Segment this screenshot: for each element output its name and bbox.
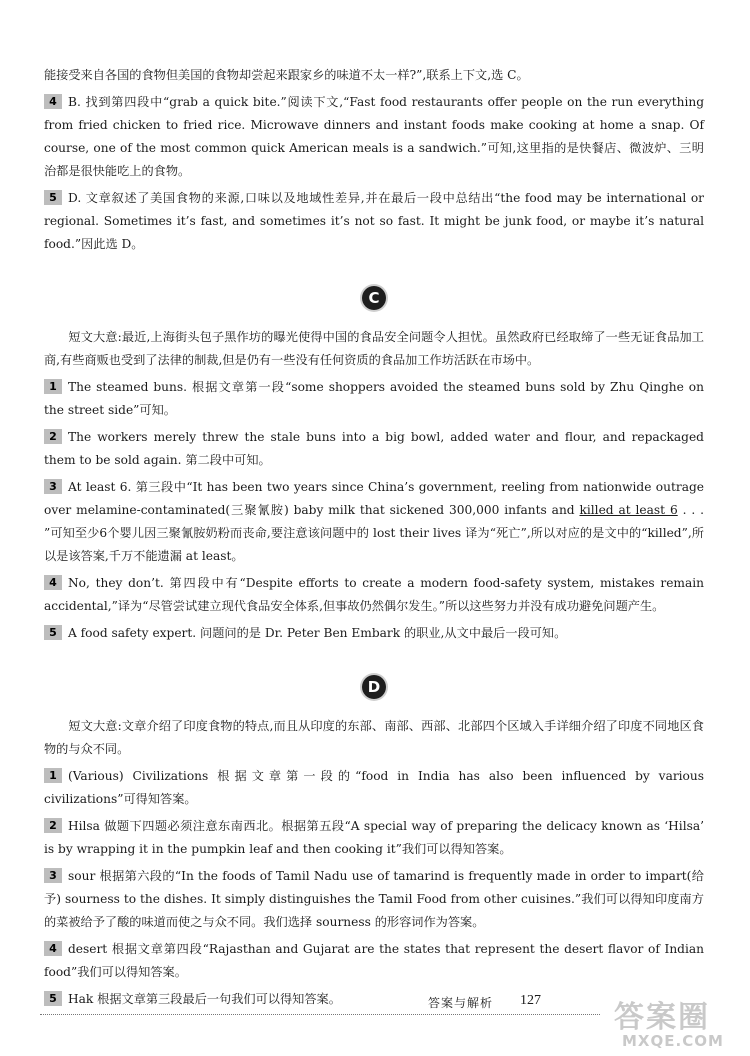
section-c-item-4 bbox=[44, 572, 704, 618]
answer-text: D. 文章叙述了美国食物的来源,口味以及地域性差异,并在最后一段中总结出“the food may be international or regional. Sometimes it’s fast, and sometimes it’s not so fast. It might be junk food, or maybe it’s natural food.”因此选 D。 bbox=[44, 191, 704, 251]
question-number-badge: 1 bbox=[44, 768, 62, 783]
watermark-sub-text: MXQE.COM bbox=[622, 1032, 724, 1050]
question-number-badge: 5 bbox=[44, 991, 62, 1006]
section-d-marker: D bbox=[362, 675, 386, 699]
answer-text: Hak 根据文章第三段最后一句我们可以得知答案。 bbox=[68, 992, 341, 1006]
section-c-item-1 bbox=[44, 376, 704, 422]
footer-divider bbox=[40, 1014, 600, 1015]
section-d-summary: 短文大意:文章介绍了印度食物的特点,而且从印度的东部、南部、西部、北部四个区域入手详细介绍了印度不同地区食物的与众不同。 bbox=[44, 719, 704, 756]
answer-page bbox=[44, 64, 704, 1015]
section-c-item-2 bbox=[44, 426, 704, 472]
question-number-badge: 3 bbox=[44, 479, 62, 494]
answer-text: At least 6. 第三段中“It has been two years since China’s government, reeling from nationwide outrage over melamine-contaminated(三聚氰胺) baby milk that sickened 300,000 infants and bbox=[44, 480, 704, 517]
underlined-phrase: killed at least 6 bbox=[579, 503, 678, 517]
answer-text: The steamed buns. 根据文章第一段“some shoppers avoided the steamed buns sold by Zhu Qinghe on the street side”可知。 bbox=[44, 380, 704, 417]
question-number-badge: 5 bbox=[44, 625, 62, 640]
answer-text: sour 根据第六段的“In the foods of Tamil Nadu use of tamarind is frequently made in order to impart(给予) sourness to the dishes. It simply distinguishes the Tamil Food from other cuisines.”我们可以得知印度南方的菜被给予了酸的味道而使之与众不同。我们选择 sourness 的形容词作为答案。 bbox=[44, 869, 704, 929]
section-c-summary: 短文大意:最近,上海街头包子黑作坊的曝光使得中国的食品安全问题令人担忧。虽然政府已经取缔了一些无证食品加工商,有些商贩也受到了法律的制裁,但是仍有一些没有任何资质的食品加工作坊活跃在市场中。 bbox=[44, 330, 704, 367]
answer-item-5 bbox=[44, 187, 704, 256]
section-d-item-4 bbox=[44, 938, 704, 984]
answer-text: . . . ”可知至少6个婴儿因三聚氰胺奶粉而丧命,要注意该问题中的 lost their lives 译为“死亡”,所以对应的是文中的“killed”,所以是该答案,千万不能遗漏 at least。 bbox=[44, 503, 705, 563]
question-number-badge: 4 bbox=[44, 94, 62, 109]
section-d-item-3 bbox=[44, 865, 704, 934]
answer-text: (Various) Civilizations 根据文章第一段的“food in India has also been influenced by various civilizations”可得知答案。 bbox=[44, 769, 704, 806]
answer-text: desert 根据文章第四段“Rajasthan and Gujarat are the states that represent the desert flavor of Indian food”我们可以得知答案。 bbox=[44, 942, 704, 979]
question-number-badge: 3 bbox=[44, 868, 62, 883]
question-number-badge: 4 bbox=[44, 941, 62, 956]
question-number-badge: 4 bbox=[44, 575, 62, 590]
answer-item-4 bbox=[44, 91, 704, 183]
question-number-badge: 2 bbox=[44, 818, 62, 833]
question-number-badge: 5 bbox=[44, 190, 62, 205]
paragraph-continuation bbox=[44, 64, 704, 87]
section-d-item-2 bbox=[44, 815, 704, 861]
watermark-logo bbox=[600, 996, 750, 1056]
answer-text: The workers merely threw the stale buns into a big bowl, added water and flour, and repackaged them to be sold again. 第二段中可知。 bbox=[44, 430, 704, 467]
question-number-badge: 1 bbox=[44, 379, 62, 394]
footer-label: 答案与解析 bbox=[428, 996, 494, 1010]
watermark-main-text: 答案圈 bbox=[614, 1000, 710, 1035]
paragraph-text: 能接受来自各国的食物但美国的食物却尝起来跟家乡的味道不太一样?”,联系上下文,选 C。 bbox=[44, 68, 529, 82]
section-c-item-5 bbox=[44, 622, 704, 645]
answer-text: No, they don’t. 第四段中有“Despite efforts to create a modern food-safety system, mistakes remain accidental,”译为“尽管尝试建立现代食品安全体系,但事故仍然偶尔发生。”所以这些努力并没有成功避免问题产生。 bbox=[44, 576, 704, 613]
answer-text: Hilsa 做题下四题必须注意东南西北。根据第五段“A special way of preparing the delicacy known as ‘Hilsa’ is by wrapping it in the pumpkin leaf and then cooking it”我们可以得知答案。 bbox=[44, 819, 704, 856]
answer-text: B. 找到第四段中“grab a quick bite.”阅读下文,“Fast food restaurants offer people on the run everything from fried chicken to fried rice. Microwave dinners and instant foods make cooking at home a snap. Of course, one of the most common quick American meals is a sandwich.”可知,这里指的是快餐店、微波炉、三明治都是很快能吃上的食物。 bbox=[44, 95, 704, 178]
answer-text: A food safety expert. 问题问的是 Dr. Peter Ben Embark 的职业,从文中最后一段可知。 bbox=[68, 626, 567, 640]
section-c-item-3 bbox=[44, 476, 704, 568]
section-c-marker: C bbox=[362, 286, 386, 310]
page-number: 127 bbox=[520, 993, 541, 1008]
section-d-item-1 bbox=[44, 765, 704, 811]
question-number-badge: 2 bbox=[44, 429, 62, 444]
